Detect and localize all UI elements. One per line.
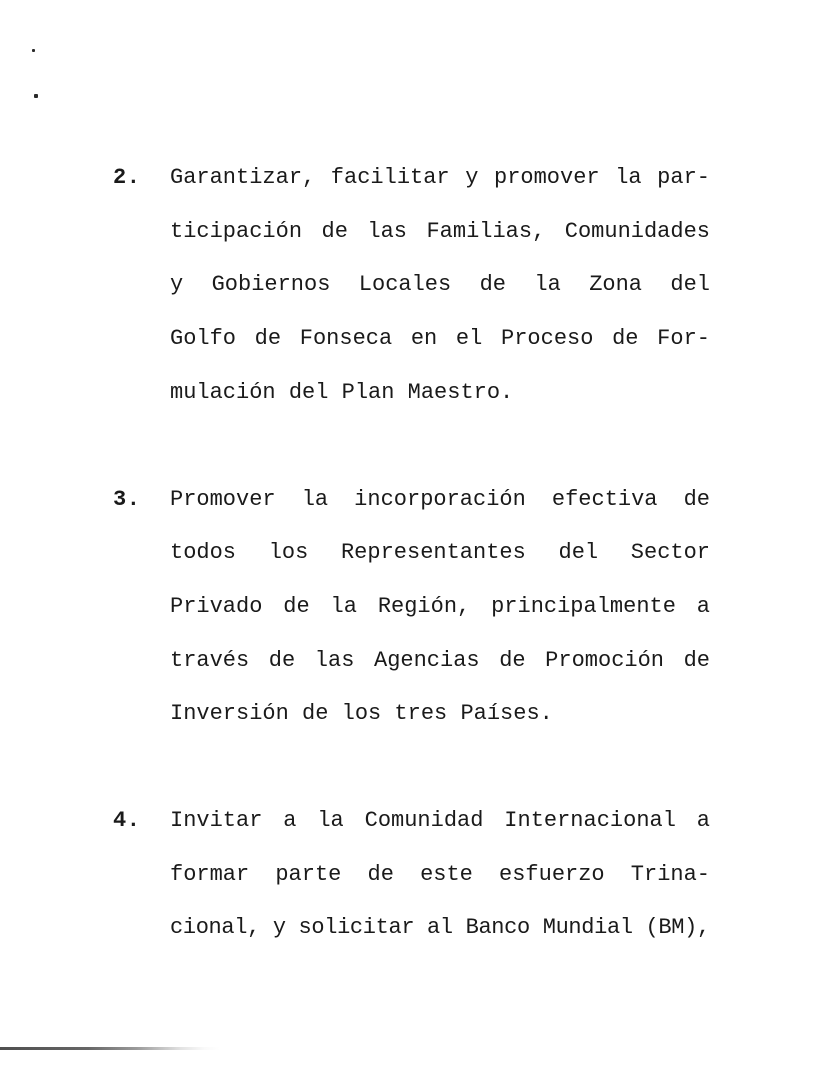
item-number: 4.	[113, 808, 141, 834]
list-item-3	[113, 473, 710, 742]
item-text	[170, 151, 710, 420]
text-line: Inversión de los tres Países.	[170, 701, 553, 727]
item-text	[170, 794, 710, 955]
text-line: Garantizar, facilitar y promover la par-	[170, 165, 710, 190]
item-number: 3.	[113, 486, 141, 512]
text-line: través de las Agencias de Promoción de	[170, 647, 710, 673]
text-line: formar parte de este esfuerzo Trina-	[170, 861, 710, 887]
scan-edge-line	[0, 1047, 220, 1050]
document-body	[113, 151, 710, 955]
text-line: ticipación de las Familias, Comunidades	[170, 218, 710, 244]
text-line: todos los Representantes del Sector	[170, 540, 710, 566]
list-item-2	[113, 151, 710, 420]
text-line: Privado de la Región, principalmente a	[170, 593, 710, 619]
text-line: cional, y solicitar al Banco Mundial (BM),	[170, 915, 710, 941]
text-line: Promover la incorporación efectiva de	[170, 486, 710, 512]
item-number: 2.	[113, 165, 141, 190]
ink-speck	[34, 94, 38, 98]
text-line: y Gobiernos Locales de la Zona del	[170, 272, 710, 298]
text-line: mulación del Plan Maestro.	[170, 379, 514, 405]
text-line: Golfo de Fonseca en el Proceso de For-	[170, 326, 710, 352]
ink-speck	[32, 49, 35, 52]
item-text	[170, 473, 710, 742]
text-line: Invitar a la Comunidad Internacional a	[170, 808, 710, 834]
list-item-4	[113, 794, 710, 955]
